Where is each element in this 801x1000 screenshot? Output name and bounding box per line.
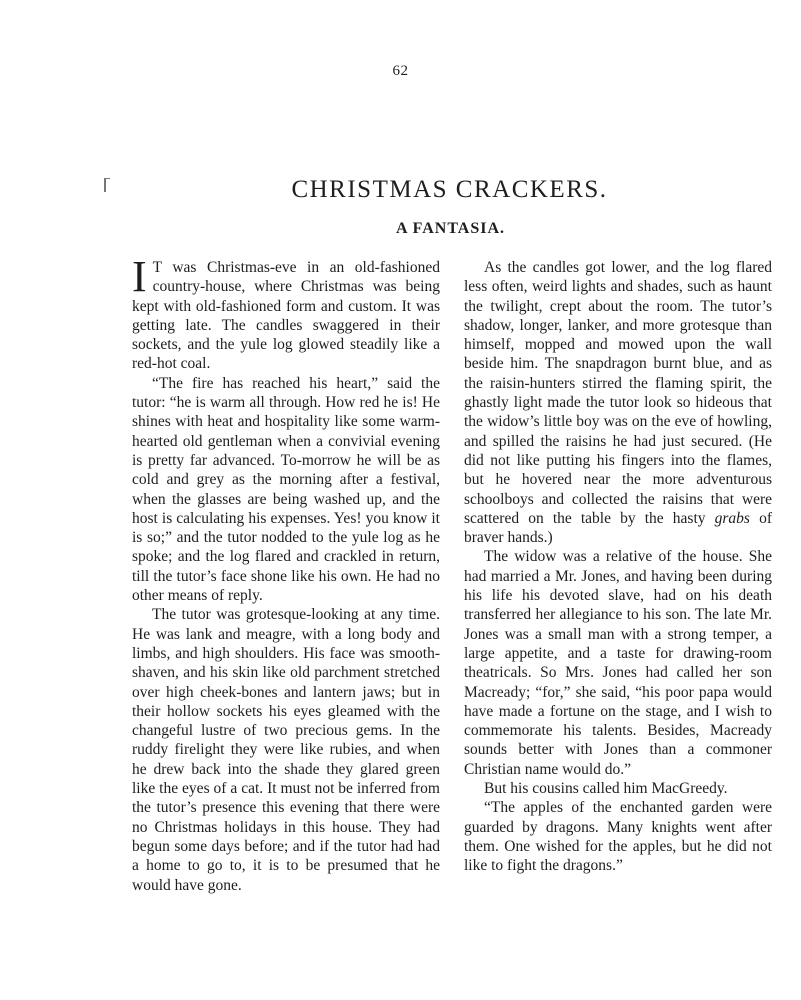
italic-word: grabs (714, 509, 750, 527)
article-title: CHRISTMAS CRACKERS. (291, 176, 608, 203)
paragraph-text: T was Christmas-eve in an old-fashioned country-house, where Christmas was being kept with old-fashioned form and custom. It was getting late. The candles swaggered in their sockets, and the yule log glowed steadily like a red-hot coal. (132, 259, 440, 373)
paragraph (464, 258, 772, 547)
paragraph: “The fire has reached his heart,” said the tutor: “he is warm all through. How red he is! He shines with heat and hospitality like some warm-hearted old gentleman when a convivial evening is pretty far advanced. To-morrow he will be as cold and grey as the morning after a festival, when the glasses are being washed up, and the host is calculating his expenses. Yes! you know it is so;” and the tutor nodded to the yule log as he spoke; and the log flared and crackled in return, till the tutor’s face shone like his own. He had no other means of reply. (132, 374, 440, 605)
paragraph (132, 252, 440, 374)
paragraph-text: As the candles got lower, and the log flared less often, weird lights and shades, such as haunt the twilight, crept about the room. The tutor’s shadow, longer, lanker, and more grotesque than himself, mopped and mowed upon the wall beside him. The snapdragon burnt blue, and as the raisin-hunters stirred the flaming spirit, the ghastly light made the tutor look so hideous that the widow’s little boy was on the eve of howling, and spilled the raisins he had just secured. (He did not like putting his fingers into the flames, but he hovered near the more adventurous schoolboys and collected the raisins that were scattered on the table by the hasty (464, 259, 772, 527)
paragraph: The tutor was grotesque-looking at any time. He was lank and meagre, with a long body and limbs, and high shoulders. His face was smooth-shaven, and his skin like old parchment stretched over high cheek-bones and lantern jaws; but in their hollow sockets his eyes gleamed with the changeful lustre of two precious gems. In the ruddy firelight they were like rubies, and when he drew back into the shade they glared green like the eyes of a cat. It must not be inferred from the tutor’s presence this evening that there were no Christmas holidays in this house. They had begun some days before; and if the tutor had had a home to go to, it is to be presumed that he would have gone. (132, 606, 440, 894)
article-subtitle: A FANTASIA. (395, 220, 506, 237)
page-number: 62 (392, 63, 409, 79)
right-column (464, 258, 772, 876)
left-column (132, 252, 440, 895)
paragraph: “The apples of the enchanted garden were guarded by dragons. Many knights went after them. One wished for the apples, but he did not like to fight the dragons.” (464, 799, 772, 875)
paragraph-text: of braver hands.) (464, 509, 773, 547)
paragraph: The widow was a relative of the house. She had married a Mr. Jones, and having been during his life his devoted slave, had on his death transferred her allegiance to his son. The late Mr. Jones was a small man with a strong temper, a large appetite, and a taste for drawing-room theatricals. So Mrs. Jones had called her son Macready; “for,” she said, “his poor papa would have made a fortune on the stage, and I wish to commemorate his talents. Besides, Macready sounds better with Jones than a commoner Christian name would do.” (464, 548, 772, 778)
paragraph: But his cousins called him MacGreedy. (484, 780, 728, 798)
drop-cap: I (132, 252, 147, 301)
